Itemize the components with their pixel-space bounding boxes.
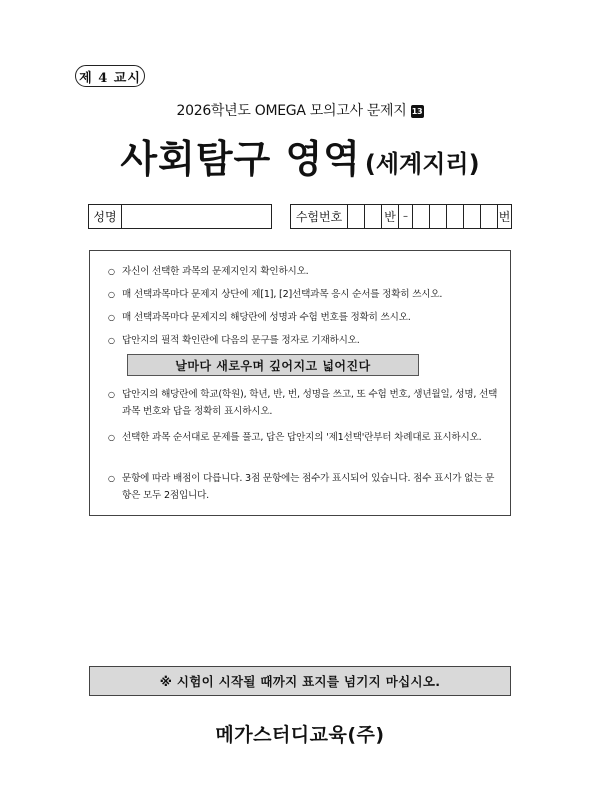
instruction-text: 답안지의 해당란에 학교(학원), 학년, 반, 번, 성명을 쓰고, 또 수험 번호, 생년월일, 성명, 선택과목 번호와 답을 정확히 표시하시오. [122,389,498,417]
exam-number-digit[interactable] [464,205,481,228]
exam-number-digit[interactable] [413,205,430,228]
period-label: 제 4 교시 [75,65,145,87]
list-item [108,286,498,303]
warning-banner: ※ 시험이 시작될 때까지 표지를 넘기지 마십시오. [89,666,511,696]
list-item [108,386,498,420]
subtitle-text: 2026학년도 OMEGA 모의고사 문제지 [176,103,407,119]
booklet-number-badge: 13 [411,107,423,116]
class-label: 반 [382,205,399,228]
title-subject: (세계지리) [364,150,480,178]
list-item [108,429,498,446]
exam-number-digit[interactable] [430,205,447,228]
exam-number-label: 수험번호 [291,205,348,228]
exam-number-digit[interactable] [481,205,498,228]
name-label: 성명 [89,205,122,228]
handwriting-phrase: 날마다 새로우며 깊어지고 넓어진다 [127,354,419,376]
list-item [108,332,498,349]
bullet-icon: ○ [108,290,115,299]
bullet-icon: ○ [108,433,115,442]
list-item [108,263,498,280]
title-main: 사회탐구 영역 [120,137,361,181]
list-item [108,309,498,326]
exam-number-digit[interactable] [348,205,365,228]
instructions-box [89,250,511,516]
dash-separator: – [399,205,413,228]
exam-number-digit[interactable] [365,205,382,228]
instruction-text: 매 선택과목마다 문제지의 해당란에 성명과 수험 번호를 정확히 쓰시오. [122,312,411,323]
name-input-area[interactable] [122,205,271,228]
bullet-icon: ○ [108,474,115,483]
instruction-text: 답안지의 필적 확인란에 다음의 문구를 정자로 기재하시오. [122,335,360,346]
bullet-icon: ○ [108,267,115,276]
publisher-name: 메가스터디교육(주) [215,724,385,746]
name-field[interactable] [88,204,272,229]
bullet-icon: ○ [108,390,115,399]
instruction-text: 문항에 따라 배점이 다릅니다. 3점 문항에는 점수가 표시되어 있습니다. 점수 표시가 없는 문항은 모두 2점입니다. [122,473,495,501]
list-item [108,470,498,504]
instruction-text: 선택한 과목 순서대로 문제를 풀고, 답은 답안지의 '제1선택'란부터 차례대로 표시하시오. [122,432,482,443]
page-title [0,128,600,183]
instruction-text: 매 선택과목마다 문제지 상단에 제[1], [2]선택과목 응시 순서를 정확히 쓰시오. [122,289,443,300]
number-label: 번 [498,210,511,224]
instruction-text: 자신이 선택한 과목의 문제지인지 확인하시오. [122,266,309,277]
exam-subtitle [0,100,600,120]
exam-number-digit[interactable] [447,205,464,228]
exam-number-field[interactable] [290,204,512,229]
bullet-icon: ○ [108,336,115,345]
bullet-icon: ○ [108,313,115,322]
